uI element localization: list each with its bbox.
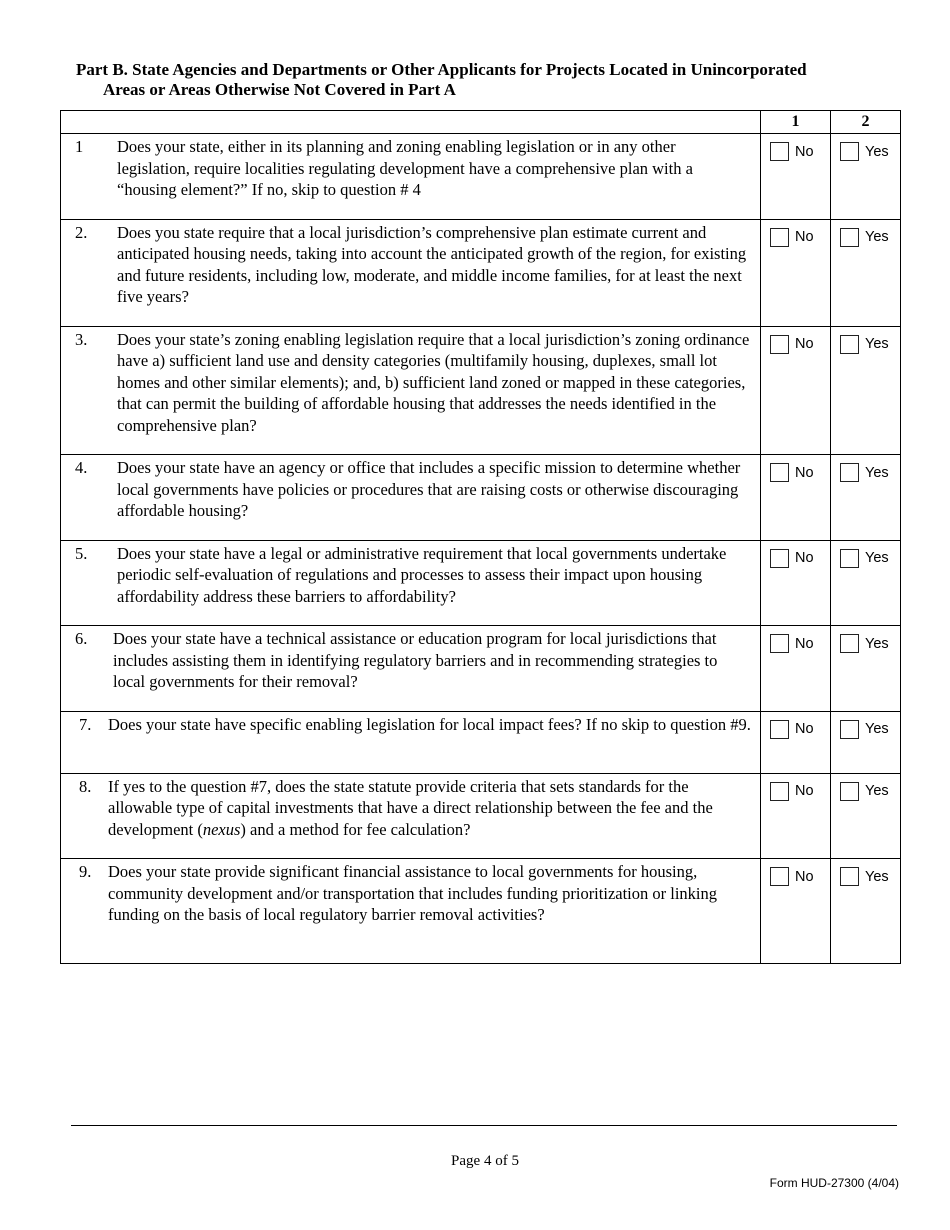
no-label: No bbox=[795, 783, 814, 799]
answer-cell-no bbox=[761, 626, 831, 712]
answer-cell-no bbox=[761, 219, 831, 326]
question-cell bbox=[61, 859, 761, 964]
question-text bbox=[108, 776, 752, 841]
yes-label: Yes bbox=[865, 229, 889, 245]
table-row bbox=[61, 773, 901, 859]
question-cell bbox=[61, 219, 761, 326]
checkbox-box[interactable] bbox=[770, 782, 789, 801]
answer-cell-no bbox=[761, 134, 831, 220]
question-text-emphasis: nexus bbox=[202, 819, 241, 839]
answer-cell-no bbox=[761, 773, 831, 859]
checkbox-box[interactable] bbox=[770, 335, 789, 354]
column-2-header: 2 bbox=[831, 111, 901, 134]
checkbox-box[interactable] bbox=[840, 335, 859, 354]
answer-cell-no bbox=[761, 711, 831, 773]
question-number: 6. bbox=[75, 629, 88, 648]
table-header-row bbox=[61, 111, 901, 134]
question-cell bbox=[61, 626, 761, 712]
question-number: 2. bbox=[75, 222, 88, 242]
no-checkbox[interactable] bbox=[770, 634, 814, 653]
question-text: Does your state have a technical assistance or education program for local jurisdictions that includes assisting them in identifying regulatory barriers and in recommending strategies to local governments for their removal? bbox=[113, 629, 718, 691]
no-checkbox[interactable] bbox=[770, 335, 814, 354]
no-label: No bbox=[795, 229, 814, 245]
yes-checkbox[interactable] bbox=[840, 142, 889, 161]
yes-label: Yes bbox=[865, 635, 889, 652]
question-cell bbox=[61, 326, 761, 455]
yes-label: Yes bbox=[865, 783, 889, 799]
question-text: Does your state have specific enabling legislation for local impact fees? If no skip to question #9. bbox=[108, 714, 751, 734]
checkbox-box[interactable] bbox=[840, 142, 859, 161]
question-text-part: If yes to the question #7, does the state statute provide criteria that sets standards for the allowable type of capital investments that have a direct relationship between the fee and the development ( bbox=[108, 776, 713, 839]
checkbox-box[interactable] bbox=[770, 549, 789, 568]
yes-label: Yes bbox=[865, 143, 889, 160]
question-number: 1 bbox=[75, 137, 84, 156]
no-label: No bbox=[795, 143, 814, 160]
no-checkbox[interactable] bbox=[770, 867, 814, 886]
question-cell bbox=[61, 711, 761, 773]
answer-cell-yes bbox=[831, 219, 901, 326]
question-number: 3. bbox=[75, 329, 88, 349]
answer-cell-no bbox=[761, 540, 831, 626]
question-number: 5. bbox=[75, 543, 88, 563]
no-label: No bbox=[795, 635, 814, 652]
checkbox-box[interactable] bbox=[770, 867, 789, 886]
checkbox-box[interactable] bbox=[840, 720, 859, 739]
answer-cell-yes bbox=[831, 626, 901, 712]
table-row bbox=[61, 219, 901, 326]
no-checkbox[interactable] bbox=[770, 782, 814, 801]
no-checkbox[interactable] bbox=[770, 142, 814, 161]
table-row bbox=[61, 134, 901, 220]
question-cell bbox=[61, 773, 761, 859]
question-number: 8. bbox=[79, 776, 92, 796]
footer-divider bbox=[71, 1125, 897, 1126]
page-number: Page 4 of 5 bbox=[451, 1153, 519, 1169]
questions-table bbox=[60, 110, 901, 964]
yes-checkbox[interactable] bbox=[840, 228, 889, 247]
table-row bbox=[61, 540, 901, 626]
form-identifier: Form HUD-27300 (4/04) bbox=[769, 1176, 899, 1190]
question-cell bbox=[61, 134, 761, 220]
answer-cell-no bbox=[761, 859, 831, 964]
question-text-part: ) and a method for fee calculation? bbox=[240, 819, 471, 839]
checkbox-box[interactable] bbox=[770, 142, 789, 161]
table-row bbox=[61, 455, 901, 541]
section-heading-line-1: Part B. State Agencies and Departments or Other Applicants for Projects Located in Unincorporated bbox=[76, 60, 807, 79]
yes-checkbox[interactable] bbox=[840, 782, 889, 801]
question-number: 9. bbox=[79, 862, 92, 881]
table-row bbox=[61, 326, 901, 455]
answer-cell-yes bbox=[831, 859, 901, 964]
question-text: Does your state have an agency or office that includes a specific mission to determine whether local governments have policies or procedures that are raising costs or otherwise discouraging affordable housing? bbox=[117, 458, 741, 520]
checkbox-box[interactable] bbox=[770, 634, 789, 653]
answer-cell-yes bbox=[831, 326, 901, 455]
yes-checkbox[interactable] bbox=[840, 335, 889, 354]
no-checkbox[interactable] bbox=[770, 549, 814, 568]
checkbox-box[interactable] bbox=[840, 549, 859, 568]
yes-checkbox[interactable] bbox=[840, 720, 889, 739]
question-column-header bbox=[61, 111, 761, 134]
table-row bbox=[61, 859, 901, 964]
no-label: No bbox=[795, 464, 814, 481]
checkbox-box[interactable] bbox=[840, 782, 859, 801]
checkbox-box[interactable] bbox=[840, 634, 859, 653]
table-row bbox=[61, 626, 901, 712]
no-label: No bbox=[795, 868, 814, 885]
checkbox-box[interactable] bbox=[840, 228, 859, 247]
yes-checkbox[interactable] bbox=[840, 867, 889, 886]
question-text: Does your state provide significant financial assistance to local governments for housing, community development and/or transportation that includes funding prioritization or linking funding on the basis of local regulatory barrier removal activities? bbox=[108, 862, 718, 924]
no-label: No bbox=[795, 336, 814, 352]
question-text: Does your state have a legal or administrative requirement that local governments undertake periodic self-evaluation of regulations and processes to assess their impact upon housing affordability address these barriers to affordability? bbox=[117, 543, 727, 606]
no-checkbox[interactable] bbox=[770, 720, 814, 739]
answer-cell-yes bbox=[831, 773, 901, 859]
answer-cell-yes bbox=[831, 540, 901, 626]
checkbox-box[interactable] bbox=[840, 867, 859, 886]
yes-checkbox[interactable] bbox=[840, 549, 889, 568]
column-1-header: 1 bbox=[761, 111, 831, 134]
answer-cell-yes bbox=[831, 455, 901, 541]
checkbox-box[interactable] bbox=[770, 228, 789, 247]
checkbox-box[interactable] bbox=[840, 463, 859, 482]
checkbox-box[interactable] bbox=[770, 463, 789, 482]
yes-label: Yes bbox=[865, 464, 889, 481]
answer-cell-no bbox=[761, 455, 831, 541]
section-heading bbox=[76, 60, 916, 100]
yes-checkbox[interactable] bbox=[840, 463, 889, 482]
yes-label: Yes bbox=[865, 550, 889, 566]
question-text: Does your state’s zoning enabling legislation require that a local jurisdiction’s zoning ordinance have a) sufficient land use and density categories (multifamily housing, duplexes, small lot homes and other similar elements); and, b) sufficient land zoned or mapped in these categories, that can permit the building of affordable housing that addresses the needs identified in the comprehensive plan? bbox=[117, 329, 750, 435]
question-number: 7. bbox=[79, 714, 92, 734]
no-label: No bbox=[795, 550, 814, 566]
question-text: Does you state require that a local jurisdiction’s comprehensive plan estimate current and anticipated housing needs, taking into account the anticipated growth of the region, for existing and future residents, including low, moderate, and middle income families, for at least the next five years? bbox=[117, 222, 747, 306]
yes-label: Yes bbox=[865, 868, 889, 885]
question-number: 4. bbox=[75, 458, 88, 477]
section-heading-line-2: Areas or Areas Otherwise Not Covered in Part A bbox=[103, 80, 456, 99]
question-text: Does your state, either in its planning and zoning enabling legislation or in any other legislation, require localities regulating development have a comprehensive plan with a “housing element?” If no, skip to question # 4 bbox=[117, 137, 693, 199]
yes-label: Yes bbox=[865, 721, 889, 737]
no-checkbox[interactable] bbox=[770, 463, 814, 482]
yes-label: Yes bbox=[865, 336, 889, 352]
answer-cell-yes bbox=[831, 134, 901, 220]
question-cell bbox=[61, 540, 761, 626]
answer-cell-no bbox=[761, 326, 831, 455]
yes-checkbox[interactable] bbox=[840, 634, 889, 653]
answer-cell-yes bbox=[831, 711, 901, 773]
no-label: No bbox=[795, 721, 814, 737]
checkbox-box[interactable] bbox=[770, 720, 789, 739]
no-checkbox[interactable] bbox=[770, 228, 814, 247]
question-cell bbox=[61, 455, 761, 541]
table-row bbox=[61, 711, 901, 773]
